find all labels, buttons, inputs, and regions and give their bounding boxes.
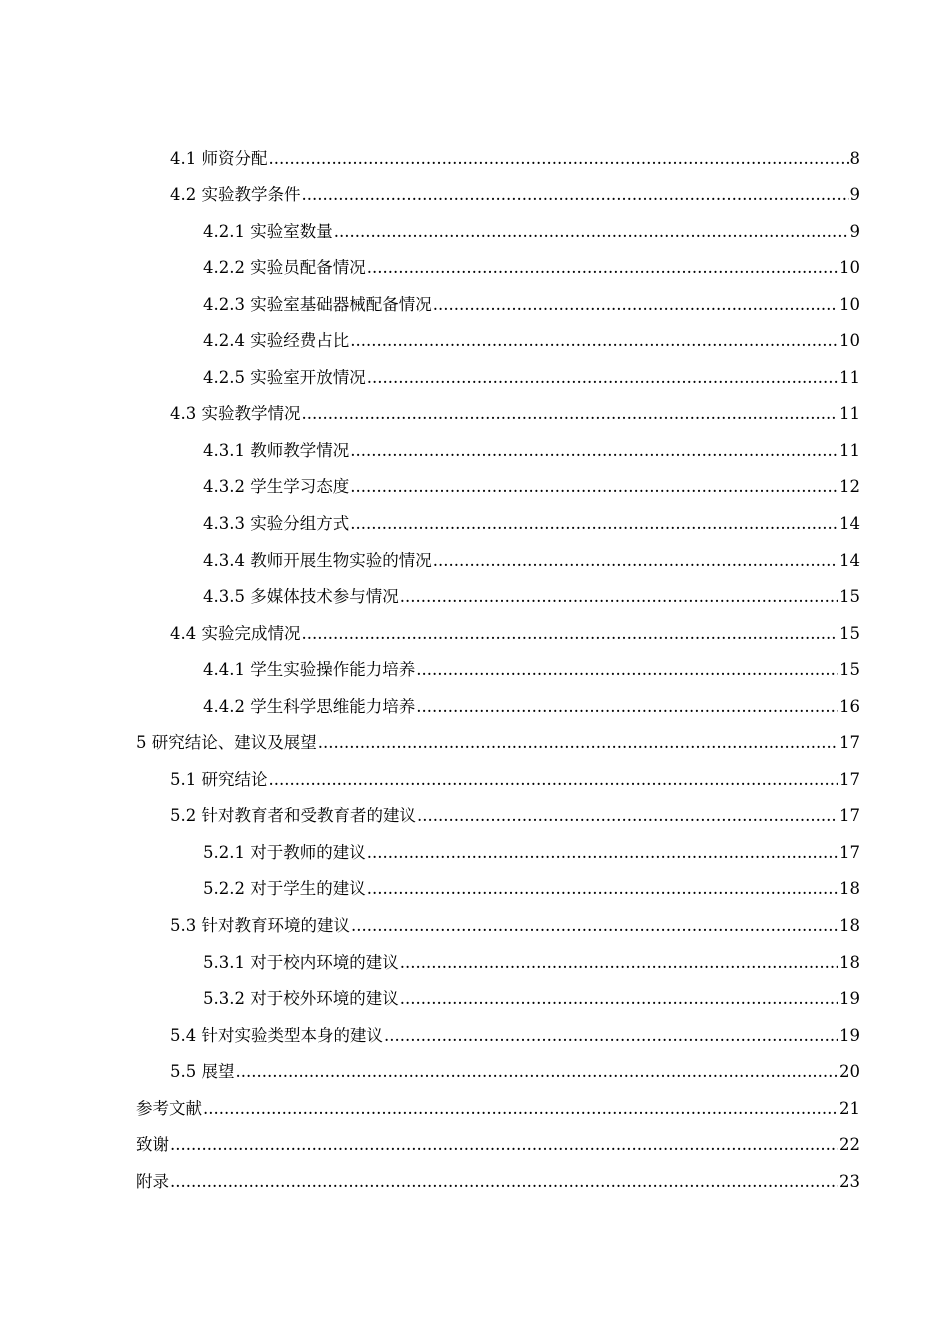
toc-entry-link[interactable]	[203, 953, 860, 973]
toc-entry-page-number: 20	[839, 1062, 860, 1082]
toc-entry-title: 4.3.1 教师教学情况	[203, 440, 350, 460]
toc-entry-link[interactable]	[170, 916, 860, 936]
toc-dot-leader	[302, 185, 849, 205]
toc-dot-leader	[400, 587, 838, 607]
toc-entry-title: 4.1 师资分配	[170, 148, 268, 168]
toc-dot-leader	[400, 953, 838, 973]
toc-dot-leader	[203, 1099, 838, 1119]
toc-entry[interactable]	[0, 497, 860, 534]
toc-entry-title: 4.4.2 学生科学思维能力培养	[203, 696, 416, 716]
toc-entry-title: 5.3.1 对于校内环境的建议	[203, 952, 399, 972]
toc-entry-title: 4.3.2 学生学习态度	[203, 477, 350, 497]
toc-dot-leader	[384, 1026, 838, 1046]
toc-dot-leader	[236, 1062, 839, 1082]
toc-entry[interactable]	[0, 534, 860, 571]
toc-entry-page-number: 10	[839, 294, 860, 314]
toc-entry[interactable]	[0, 1046, 860, 1083]
toc-entry-title: 4.3.3 实验分组方式	[203, 514, 350, 534]
toc-dot-leader	[367, 843, 838, 863]
toc-entry-page-number: 15	[839, 623, 860, 643]
toc-entry-page-number: 22	[839, 1135, 860, 1155]
toc-entry-title: 4.2.3 实验室基础器械配备情况	[203, 294, 432, 314]
toc-entry-title: 5.3 针对教育环境的建议	[170, 916, 350, 936]
toc-entry-link[interactable]	[203, 258, 860, 278]
toc-entry-page-number: 12	[839, 477, 860, 497]
toc-entry[interactable]	[0, 1155, 860, 1192]
toc-entry-page-number: 11	[839, 440, 860, 460]
toc-entry-link[interactable]	[170, 624, 860, 644]
toc-dot-leader	[350, 477, 838, 497]
toc-entry-page-number: 18	[839, 879, 860, 899]
table-of-contents	[0, 132, 950, 1192]
toc-entry-page-number: 17	[839, 842, 860, 862]
toc-entry-page-number: 10	[839, 258, 860, 278]
toc-entry-title: 附录	[136, 1171, 169, 1191]
toc-entry-title: 4.3.4 教师开展生物实验的情况	[203, 550, 432, 570]
toc-entry-page-number: 14	[839, 550, 860, 570]
toc-entry[interactable]	[0, 790, 860, 827]
toc-entry-title: 参考文献	[136, 1098, 202, 1118]
toc-entry-page-number: 11	[839, 404, 860, 424]
toc-entry[interactable]	[0, 1119, 860, 1156]
toc-entry-link[interactable]	[170, 1062, 860, 1082]
toc-entry-link[interactable]	[170, 770, 860, 790]
toc-entry-page-number: 18	[839, 916, 860, 936]
toc-entry-title: 4.2.2 实验员配备情况	[203, 258, 366, 278]
toc-entry-page-number: 11	[839, 367, 860, 387]
toc-entry-title: 致谢	[136, 1135, 169, 1155]
toc-entry-link[interactable]	[203, 295, 860, 315]
toc-entry-link[interactable]	[203, 551, 860, 571]
toc-dot-leader	[367, 258, 838, 278]
toc-dot-leader	[417, 806, 838, 826]
toc-dot-leader	[416, 697, 838, 717]
toc-entry-page-number: 16	[839, 696, 860, 716]
toc-entry[interactable]	[0, 132, 860, 169]
toc-dot-leader	[350, 514, 838, 534]
toc-dot-leader	[350, 331, 838, 351]
toc-entry[interactable]	[0, 169, 860, 206]
toc-entry-title: 4.2.1 实验室数量	[203, 221, 333, 241]
toc-entry-link[interactable]	[203, 879, 860, 899]
toc-entry-title: 5 研究结论、建议及展望	[136, 733, 317, 753]
toc-entry-link[interactable]	[136, 1099, 860, 1119]
toc-entry[interactable]	[0, 899, 860, 936]
toc-entry-title: 4.4.1 学生实验操作能力培养	[203, 660, 416, 680]
toc-entry[interactable]	[0, 424, 860, 461]
toc-entry-link[interactable]	[203, 368, 860, 388]
toc-entry-title: 4.2 实验教学条件	[170, 185, 301, 205]
toc-entry-title: 4.3.5 多媒体技术参与情况	[203, 587, 399, 607]
toc-entry-title: 4.2.4 实验经费占比	[203, 331, 350, 351]
toc-entry-title: 5.3.2 对于校外环境的建议	[203, 989, 399, 1009]
toc-entry-link[interactable]	[203, 697, 860, 717]
toc-entry[interactable]	[0, 278, 860, 315]
toc-entry[interactable]	[0, 1009, 860, 1046]
toc-entry-title: 5.2 针对教育者和受教育者的建议	[170, 806, 416, 826]
toc-entry[interactable]	[0, 1082, 860, 1119]
toc-entry-title: 5.2.2 对于学生的建议	[203, 879, 366, 899]
toc-entry[interactable]	[0, 461, 860, 498]
toc-entry-page-number: 10	[839, 331, 860, 351]
toc-entry-title: 4.4 实验完成情况	[170, 623, 301, 643]
toc-entry[interactable]	[0, 680, 860, 717]
toc-entry[interactable]	[0, 607, 860, 644]
toc-entry-link[interactable]	[170, 1026, 860, 1046]
toc-entry-page-number: 15	[839, 587, 860, 607]
toc-dot-leader	[400, 989, 838, 1009]
toc-entry-link[interactable]	[170, 806, 860, 826]
toc-entry-link[interactable]	[203, 660, 860, 680]
toc-dot-leader	[367, 368, 838, 388]
toc-entry[interactable]	[0, 315, 860, 352]
toc-entry-link[interactable]	[203, 514, 860, 534]
toc-entry-title: 5.4 针对实验类型本身的建议	[170, 1025, 383, 1045]
toc-entry[interactable]	[0, 973, 860, 1010]
toc-entry-link[interactable]	[170, 404, 860, 424]
toc-dot-leader	[367, 879, 838, 899]
toc-entry-page-number: 23	[839, 1171, 860, 1191]
toc-entry-page-number: 19	[839, 989, 860, 1009]
toc-dot-leader	[433, 551, 838, 571]
toc-entry-title: 5.1 研究结论	[170, 769, 268, 789]
toc-entry-link[interactable]	[170, 185, 860, 205]
toc-entry-page-number: 19	[839, 1025, 860, 1045]
toc-dot-leader	[269, 770, 839, 790]
toc-entry-page-number: 9	[849, 221, 860, 241]
toc-dot-leader	[350, 441, 838, 461]
toc-entry[interactable]	[0, 826, 860, 863]
toc-entry-page-number: 15	[839, 660, 860, 680]
toc-dot-leader	[302, 624, 839, 644]
toc-entry-page-number: 17	[839, 769, 860, 789]
toc-entry-link[interactable]	[136, 733, 860, 753]
toc-entry[interactable]	[0, 571, 860, 608]
toc-entry-page-number: 17	[839, 806, 860, 826]
toc-entry-link[interactable]	[136, 1135, 860, 1155]
toc-entry-link[interactable]	[203, 222, 860, 242]
toc-entry-link[interactable]	[203, 843, 860, 863]
toc-dot-leader	[433, 295, 838, 315]
toc-dot-leader	[170, 1135, 838, 1155]
toc-entry[interactable]	[0, 644, 860, 681]
toc-entry-link[interactable]	[203, 441, 860, 461]
toc-entry[interactable]	[0, 863, 860, 900]
toc-entry-title: 5.5 展望	[170, 1062, 235, 1082]
toc-dot-leader	[302, 404, 839, 424]
toc-entry[interactable]	[0, 242, 860, 279]
toc-entry-link[interactable]	[136, 1172, 860, 1192]
toc-entry-title: 4.3 实验教学情况	[170, 404, 301, 424]
toc-entry-page-number: 17	[839, 733, 860, 753]
toc-entry-link[interactable]	[203, 989, 860, 1009]
toc-dot-leader	[318, 733, 838, 753]
toc-entry[interactable]	[0, 388, 860, 425]
toc-entry-page-number: 8	[849, 148, 860, 168]
toc-entry-link[interactable]	[203, 477, 860, 497]
toc-entry-title: 4.2.5 实验室开放情况	[203, 367, 366, 387]
toc-entry-page-number: 14	[839, 514, 860, 534]
toc-dot-leader	[269, 149, 849, 169]
toc-dot-leader	[416, 660, 838, 680]
toc-entry[interactable]	[0, 717, 860, 754]
toc-dot-leader	[170, 1172, 838, 1192]
toc-entry-page-number: 18	[839, 952, 860, 972]
toc-entry[interactable]	[0, 753, 860, 790]
toc-entry-link[interactable]	[203, 331, 860, 351]
toc-entry-page-number: 9	[849, 185, 860, 205]
toc-dot-leader	[334, 222, 849, 242]
toc-entry-link[interactable]	[170, 149, 860, 169]
toc-dot-leader	[351, 916, 838, 936]
toc-entry-link[interactable]	[203, 587, 860, 607]
toc-entry[interactable]	[0, 936, 860, 973]
toc-entry-page-number: 21	[839, 1098, 860, 1118]
toc-entry-title: 5.2.1 对于教师的建议	[203, 842, 366, 862]
toc-entry[interactable]	[0, 351, 860, 388]
toc-entry[interactable]	[0, 205, 860, 242]
